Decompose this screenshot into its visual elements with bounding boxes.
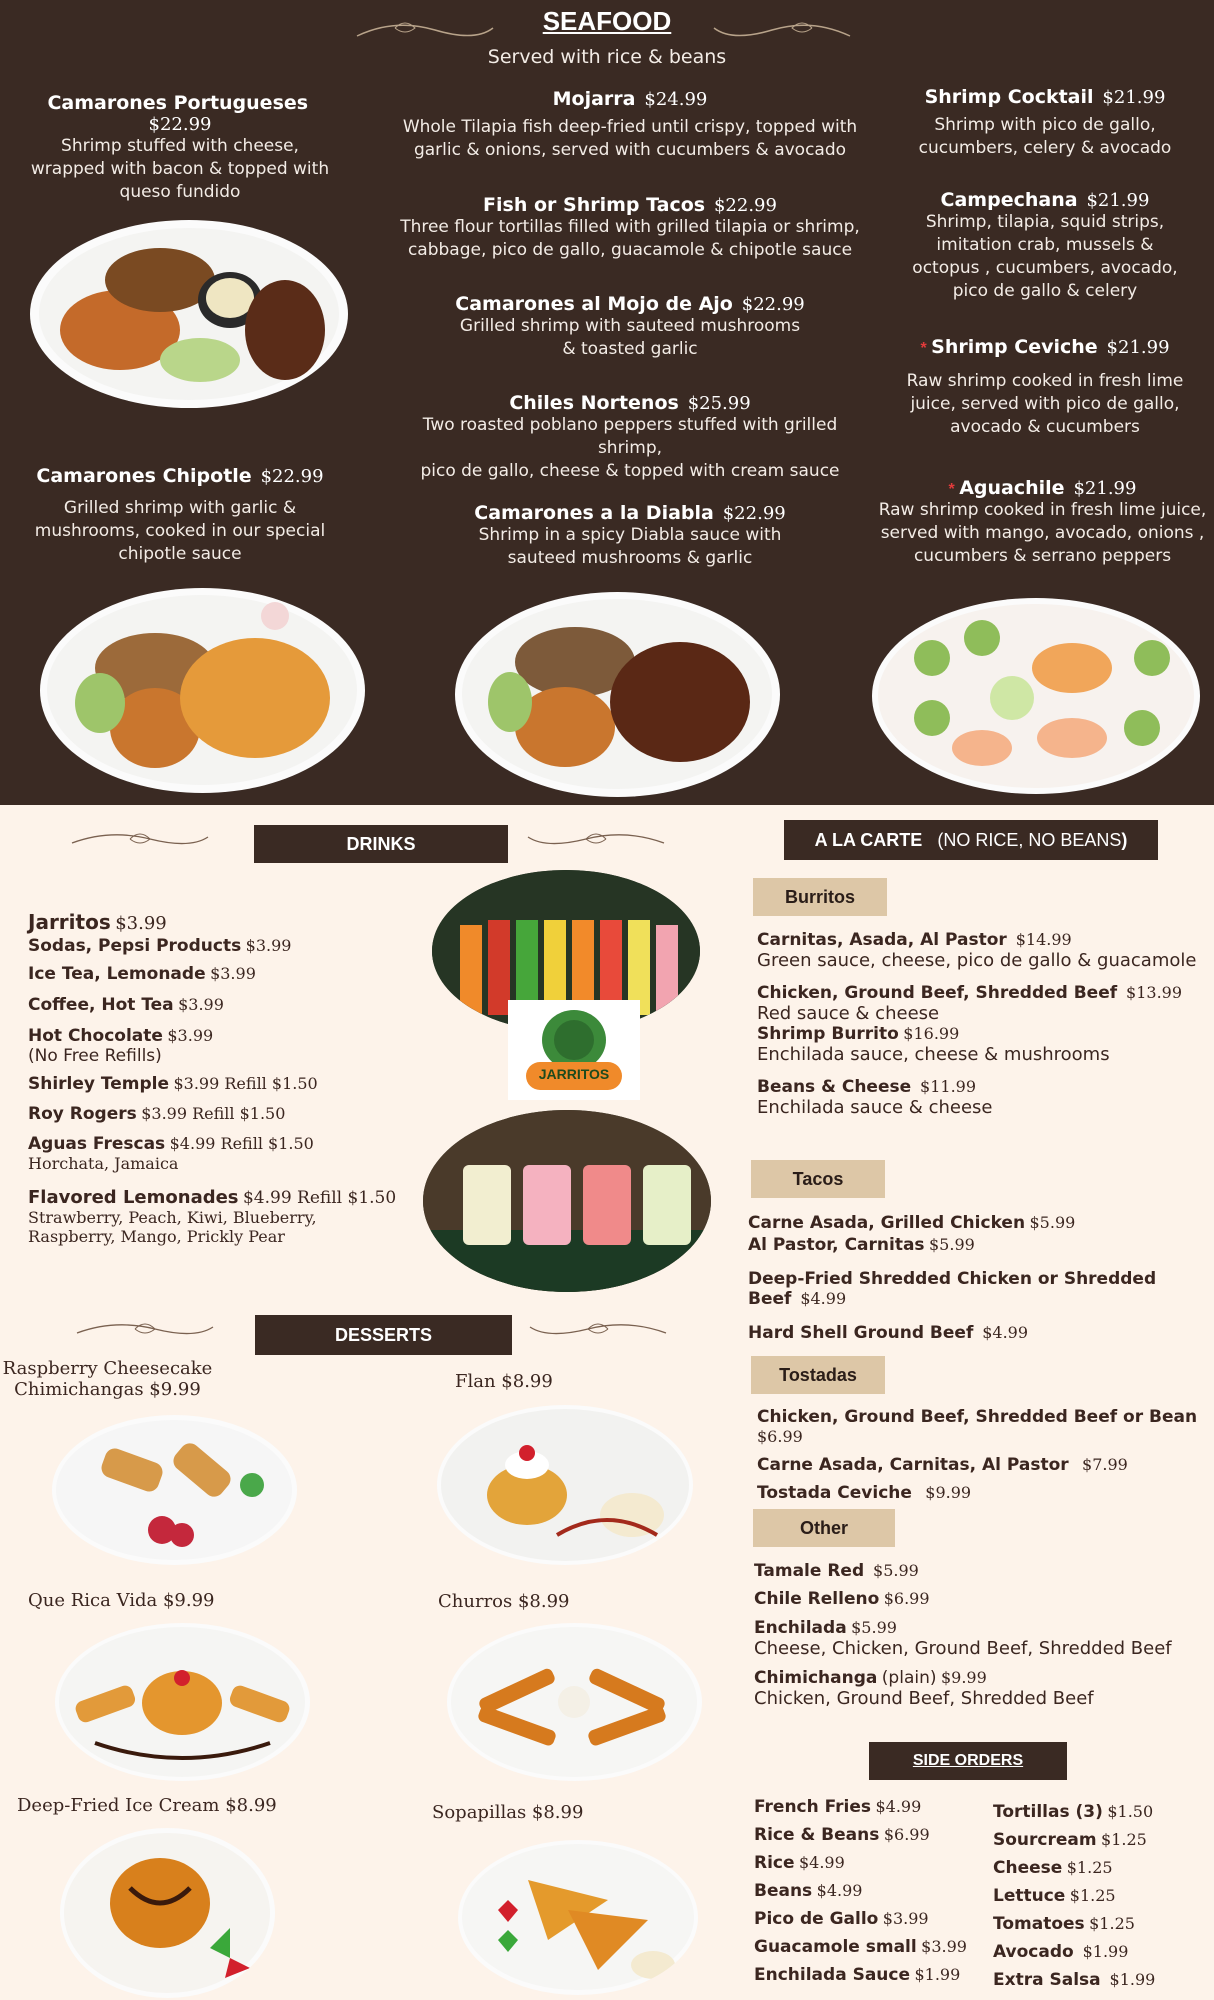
dessert-raspberry-chimichangas: [0, 1358, 215, 1400]
drink-name: Shirley Temple: [28, 1074, 170, 1094]
raw-warning-marker: *: [948, 481, 955, 498]
item-name: Shrimp Ceviche: [931, 336, 1098, 358]
item-name: Camarones Chipotle: [36, 465, 252, 487]
drink-name: Coffee, Hot Tea: [28, 995, 174, 1015]
dessert-photo-que-rica-vida: [55, 1623, 310, 1781]
dessert-name: Raspberry Cheesecake: [2, 1358, 213, 1379]
carte-item-name: Beans & Cheese: [757, 1077, 912, 1097]
item-desc: Raw shrimp cooked in fresh lime juice,: [878, 500, 1207, 520]
side-price: $3.99: [882, 1909, 929, 1928]
item-price: $21.99: [1086, 190, 1150, 211]
item-desc: garlic & onions, served with cucumbers & avocado: [413, 140, 847, 160]
drink-name: Ice Tea, Lemonade: [28, 964, 206, 984]
side-orders-left: [754, 1793, 994, 1989]
burritos-list: [757, 930, 1207, 1118]
side-price: $1.50: [1107, 1802, 1154, 1821]
side-orders-heading: [869, 1742, 1067, 1780]
drink-price: $3.99: [167, 1026, 214, 1045]
dessert-name: Deep-Fried Ice Cream $8.99: [17, 1795, 277, 1816]
menu-item-a-la-diabla: [400, 502, 860, 570]
carte-item-price: $11.99: [920, 1077, 977, 1096]
item-desc: & toasted garlic: [562, 339, 698, 359]
side-name: French Fries: [754, 1797, 872, 1817]
item-desc: Shrimp stuffed with cheese,: [61, 136, 299, 156]
item-desc: Shrimp with pico de gallo,: [934, 115, 1156, 135]
item-desc: Three flour tortillas filled with grilled tilapia or shrimp,: [400, 217, 860, 237]
carte-item-price: $13.99: [1126, 983, 1183, 1002]
item-price: $22.99: [148, 114, 212, 135]
item-price: $22.99: [713, 195, 777, 216]
side-name: Rice: [754, 1853, 795, 1873]
dessert-sopapillas: [432, 1802, 632, 1823]
dessert-name: Que Rica Vida $9.99: [28, 1590, 215, 1611]
item-desc: chipotle sauce: [118, 544, 242, 564]
side-name: Tomatoes: [993, 1914, 1085, 1934]
dessert-churros: [438, 1591, 638, 1612]
other-list: [754, 1561, 1204, 1709]
dessert-photo-ice-cream: [60, 1828, 275, 1998]
food-photo-chipotle: [40, 588, 365, 793]
item-price: $22.99: [741, 294, 805, 315]
item-desc: wrapped with bacon & topped with: [30, 159, 330, 179]
carte-item-desc: Green sauce, cheese, pico de gallo & guacamole: [757, 950, 1197, 971]
drink-note: Strawberry, Peach, Kiwi, Blueberry,: [28, 1208, 317, 1227]
item-name: Camarones Portugueses: [47, 92, 309, 114]
drink-price: $3.99 Refill $1.50: [173, 1074, 318, 1093]
menu-item-camarones-chipotle: [15, 465, 345, 566]
carte-item-desc: Enchilada sauce & cheese: [757, 1097, 993, 1118]
menu-item-shrimp-ceviche: [885, 336, 1205, 439]
item-desc: juice, served with pico de gallo,: [910, 394, 1180, 414]
dessert-photo-chimichangas: [52, 1415, 297, 1565]
carte-item-price: $9.99: [940, 1668, 987, 1687]
food-photo-diabla: [455, 592, 780, 797]
food-photo-portugueses: [30, 220, 348, 408]
drink-note: Raspberry, Mango, Prickly Pear: [28, 1227, 285, 1246]
carte-item-desc: Enchilada sauce, cheese & mushrooms: [757, 1044, 1110, 1065]
item-name: Mojarra: [552, 88, 636, 110]
side-name: Lettuce: [993, 1886, 1066, 1906]
carte-item-desc: Cheese, Chicken, Ground Beef, Shredded Beef: [754, 1638, 1172, 1659]
carte-item-name: Deep-Fried Shredded Chicken or Shredded Beef: [748, 1269, 1157, 1309]
item-price: $21.99: [1106, 337, 1170, 358]
drink-note: Horchata, Jamaica: [28, 1154, 179, 1173]
raw-warning-marker: *: [920, 340, 927, 357]
carte-item-name: Chimichanga: [754, 1668, 878, 1688]
item-name: Campechana: [940, 189, 1078, 211]
dessert-flan: [455, 1371, 655, 1392]
item-name: Camarones a la Diabla: [474, 502, 714, 524]
item-desc: sauteed mushrooms & garlic: [507, 548, 753, 568]
side-name: Cheese: [993, 1858, 1063, 1878]
item-desc: Grilled shrimp with garlic &: [63, 498, 297, 518]
item-name: Chiles Nortenos: [509, 392, 679, 414]
side-price: $4.99: [798, 1853, 845, 1872]
carte-item-desc: Red sauce & cheese: [757, 1003, 940, 1024]
carte-item-price: $14.99: [1015, 930, 1072, 949]
item-desc: Shrimp, tilapia, squid strips,: [925, 212, 1165, 232]
side-price: $1.99: [1082, 1942, 1129, 1961]
carte-item-price: $5.99: [1029, 1213, 1076, 1232]
side-orders-title: SIDE ORDERS: [912, 1752, 1024, 1769]
side-orders-right: [993, 1798, 1208, 1994]
menu-item-chiles-nortenos: [395, 392, 865, 483]
menu-item-fish-shrimp-tacos: [400, 194, 860, 262]
seafood-title: SEAFOOD: [542, 6, 672, 36]
side-price: $1.25: [1066, 1858, 1113, 1877]
carte-item-price: $6.99: [883, 1589, 930, 1608]
menu-item-camarones-portugueses: [15, 92, 345, 204]
item-price: $21.99: [1073, 478, 1137, 499]
jarritos-logo: [508, 1000, 640, 1100]
item-price: $22.99: [722, 503, 786, 524]
item-price: $21.99: [1102, 87, 1166, 108]
menu-item-mojarra: [400, 88, 860, 162]
item-desc: cucumbers, celery & avocado: [918, 138, 1172, 158]
flourish-ornament-left: [75, 1315, 215, 1345]
food-photo-aguachile: [872, 598, 1200, 794]
dessert-photo-flan: [437, 1405, 693, 1565]
menu-item-aguachile: [875, 477, 1210, 568]
carte-item-name: Tostada Ceviche: [757, 1483, 912, 1503]
tostadas-tag: Tostadas: [751, 1356, 885, 1394]
carte-item-name: Chicken, Ground Beef, Shredded Beef or Bean: [757, 1407, 1198, 1427]
desserts-heading: DESSERTS: [255, 1315, 512, 1355]
item-price: $24.99: [644, 89, 708, 110]
carte-item-name: Carnitas, Asada, Al Pastor: [757, 930, 1007, 950]
side-price: $3.99: [921, 1937, 967, 1956]
jarritos-logo-text: JARRITOS: [538, 1066, 610, 1082]
dessert-name: Flan $8.99: [455, 1371, 553, 1392]
carte-item-price: $16.99: [903, 1024, 960, 1043]
drink-price: $4.99 Refill $1.50: [169, 1134, 314, 1153]
drink-price: $3.99: [178, 995, 224, 1014]
item-desc: avocado & cucumbers: [950, 417, 1140, 437]
seafood-subtitle: Served with rice & beans: [487, 46, 727, 68]
side-name: Guacamole small: [754, 1937, 917, 1957]
flourish-ornament-right: [528, 1315, 668, 1345]
carte-item-name: Tamale Red: [754, 1561, 865, 1581]
side-name: Avocado: [993, 1942, 1074, 1962]
carte-item-price: $5.99: [873, 1561, 919, 1580]
side-name: Rice & Beans: [754, 1825, 880, 1845]
side-price: $1.25: [1069, 1886, 1116, 1905]
side-name: Pico de Gallo: [754, 1909, 879, 1929]
dessert-name: Churros $8.99: [438, 1591, 570, 1612]
menu-item-campechana: [885, 189, 1205, 303]
dessert-photo-churros: [447, 1623, 702, 1781]
menu-item-mojo-de-ajo: [400, 293, 860, 361]
tacos-list: [748, 1213, 1208, 1343]
drink-price: $3.99: [245, 936, 292, 955]
drink-note: (No Free Refills): [28, 1046, 162, 1066]
carte-item-desc: Chicken, Ground Beef, Shredded Beef: [754, 1688, 1094, 1709]
a-la-carte-subtitle: (NO RICE, NO BEANS: [937, 830, 1122, 850]
item-name: Shrimp Cocktail: [924, 86, 1094, 108]
drink-name: Jarritos: [28, 910, 111, 934]
item-desc: Two roasted poblano peppers stuffed with grilled shrimp,: [422, 415, 838, 458]
item-desc: imitation crab, mussels &: [936, 235, 1154, 255]
a-la-carte-title: A LA CARTE: [814, 830, 923, 850]
burritos-tag: Burritos: [753, 878, 887, 916]
side-price: $1.99: [1109, 1970, 1156, 1989]
tostadas-list: [757, 1407, 1207, 1503]
menu-item-shrimp-cocktail: [885, 86, 1205, 160]
dessert-name: Sopapillas $8.99: [432, 1802, 584, 1823]
side-price: $1.25: [1089, 1914, 1135, 1933]
carte-item-price: $4.99: [982, 1323, 1029, 1342]
drink-price: $3.99: [210, 964, 256, 983]
item-name: Aguachile: [959, 477, 1065, 499]
drink-price: $3.99: [115, 913, 167, 934]
dessert-name: Chimichangas $9.99: [14, 1379, 201, 1400]
carte-item-name: Carne Asada, Grilled Chicken: [748, 1213, 1026, 1233]
tacos-tag: Tacos: [751, 1160, 885, 1198]
carte-item-name: Al Pastor, Carnitas: [748, 1235, 925, 1255]
dessert-que-rica-vida: [28, 1590, 268, 1611]
flourish-ornament-left: [70, 825, 210, 855]
carte-item-note: (plain): [881, 1668, 937, 1688]
item-desc: mushrooms, cooked in our special: [34, 521, 326, 541]
drink-name: Sodas, Pepsi Products: [28, 936, 242, 956]
drink-price: $4.99 Refill $1.50: [242, 1188, 397, 1208]
side-name: Beans: [754, 1881, 813, 1901]
lower-section: [0, 805, 1214, 2000]
carte-item-price: $7.99: [1082, 1455, 1128, 1474]
carte-item-price: $6.99: [757, 1427, 803, 1446]
side-price: $4.99: [816, 1881, 863, 1900]
carte-item-name: Carne Asada, Carnitas, Al Pastor: [757, 1455, 1069, 1475]
drink-name: Hot Chocolate: [28, 1026, 163, 1046]
a-la-carte-paren: ): [1121, 830, 1128, 850]
a-la-carte-heading: [784, 820, 1158, 860]
carte-item-name: Hard Shell Ground Beef: [748, 1323, 974, 1343]
drink-price: $3.99 Refill $1.50: [141, 1104, 286, 1123]
carte-item-name: Chile Relleno: [754, 1589, 880, 1609]
item-name: Fish or Shrimp Tacos: [483, 194, 706, 216]
item-desc: cucumbers & serrano peppers: [913, 546, 1172, 566]
item-desc: served with mango, avocado, onions ,: [880, 523, 1205, 543]
item-price: $25.99: [687, 393, 751, 414]
side-price: $1.25: [1101, 1830, 1147, 1849]
carte-item-price: $5.99: [851, 1618, 897, 1637]
item-desc: Whole Tilapia fish deep-fried until crispy, topped with: [402, 117, 858, 137]
drink-name: Roy Rogers: [28, 1104, 137, 1124]
carte-item-name: Shrimp Burrito: [757, 1024, 899, 1044]
carte-item-price: $4.99: [800, 1289, 847, 1308]
flourish-ornament-right: [526, 825, 666, 855]
drink-name: Aguas Frescas: [28, 1134, 166, 1154]
seafood-section: [0, 0, 1214, 805]
side-name: Extra Salsa: [993, 1970, 1101, 1990]
side-price: $1.99: [914, 1965, 961, 1984]
drinks-list: [28, 910, 408, 1246]
item-desc: Raw shrimp cooked in fresh lime: [906, 371, 1184, 391]
dessert-photo-sopapillas: [458, 1840, 698, 1995]
carte-item-name: Enchilada: [754, 1618, 847, 1638]
drink-name: Flavored Lemonades: [28, 1187, 239, 1208]
item-desc: queso fundido: [119, 182, 241, 202]
item-name: Camarones al Mojo de Ajo: [455, 293, 733, 315]
dessert-deep-fried-ice-cream: [17, 1795, 297, 1816]
side-name: Enchilada Sauce: [754, 1965, 911, 1985]
photo-aguas-frescas: [423, 1110, 711, 1292]
item-desc: pico de gallo & celery: [952, 281, 1138, 301]
item-desc: octopus , cucumbers, avocado,: [912, 258, 1178, 278]
carte-item-price: $9.99: [925, 1483, 972, 1502]
carte-item-name: Chicken, Ground Beef, Shredded Beef: [757, 983, 1118, 1003]
item-desc: cabbage, pico de gallo, guacamole & chipotle sauce: [407, 240, 853, 260]
other-tag: Other: [753, 1509, 895, 1547]
carte-item-price: $5.99: [929, 1235, 975, 1254]
side-price: $6.99: [883, 1825, 930, 1844]
drinks-heading: DRINKS: [254, 825, 508, 863]
side-name: Sourcream: [993, 1830, 1097, 1850]
item-desc: Grilled shrimp with sauteed mushrooms: [459, 316, 801, 336]
item-desc: Shrimp in a spicy Diabla sauce with: [478, 525, 782, 545]
item-price: $22.99: [260, 466, 324, 487]
side-name: Tortillas (3): [993, 1802, 1103, 1822]
side-price: $4.99: [875, 1797, 922, 1816]
item-desc: pico de gallo, cheese & topped with cream sauce: [420, 461, 840, 481]
